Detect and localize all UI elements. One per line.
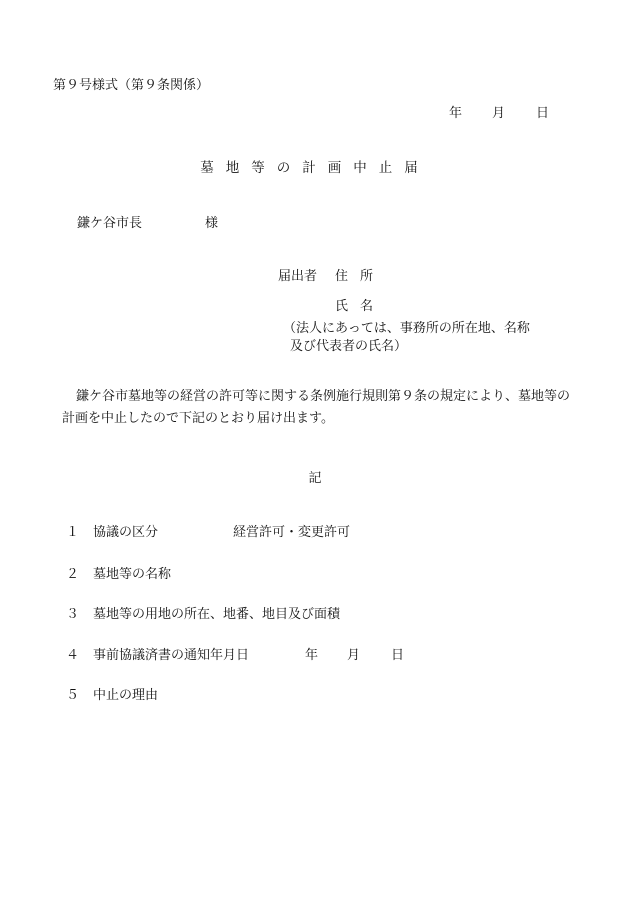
addressee-honorific: 様 (205, 216, 219, 231)
list-item (0, 567, 630, 583)
list-item (0, 525, 630, 541)
item-label: 墓地等の用地の所在、地番、地目及び面積 (93, 607, 341, 622)
item-number: ３ (66, 607, 80, 622)
corporation-note-line2: 及び代表者の氏名） (290, 339, 408, 354)
form-number: 第９号様式（第９条関係） (53, 78, 210, 93)
item-label: 協議の区分 (93, 525, 159, 540)
item-number: ２ (66, 567, 80, 582)
item-label: 事前協議済書の通知年月日 (93, 648, 250, 663)
address-label: 住所 (335, 269, 386, 284)
item-label: 墓地等の名称 (93, 567, 172, 582)
consultation-type-value: 経営許可・変更許可 (233, 525, 351, 540)
ki-heading: 記 (308, 471, 322, 486)
document-title: 墓地等の計画中止届 (200, 160, 430, 176)
item-number: ５ (66, 688, 80, 703)
notice-date-year-label: 年 (305, 648, 319, 663)
item-number: ４ (66, 648, 80, 663)
body-paragraph: 鎌ケ谷市墓地等の経営の許可等に関する条例施行規則第９条の規定により、墓地等の計画を中止したので下記のとおり届け出ます。 (62, 389, 571, 426)
notice-date-day-label: 日 (391, 648, 405, 663)
list-item (0, 688, 630, 704)
list-item (0, 607, 630, 623)
addressee-name: 鎌ケ谷市長 (77, 216, 143, 231)
notifier-label: 届出者 (278, 269, 318, 284)
name-label: 氏名 (335, 299, 386, 314)
item-label: 中止の理由 (93, 688, 159, 703)
list-item (0, 648, 630, 664)
date-year-label: 年 (449, 106, 463, 121)
item-number: １ (66, 525, 80, 540)
corporation-note-line1: （法人にあっては、事務所の所在地、名称 (283, 321, 530, 336)
date-month-label: 月 (492, 106, 506, 121)
date-day-label: 日 (536, 106, 550, 121)
notice-date-month-label: 月 (347, 648, 361, 663)
